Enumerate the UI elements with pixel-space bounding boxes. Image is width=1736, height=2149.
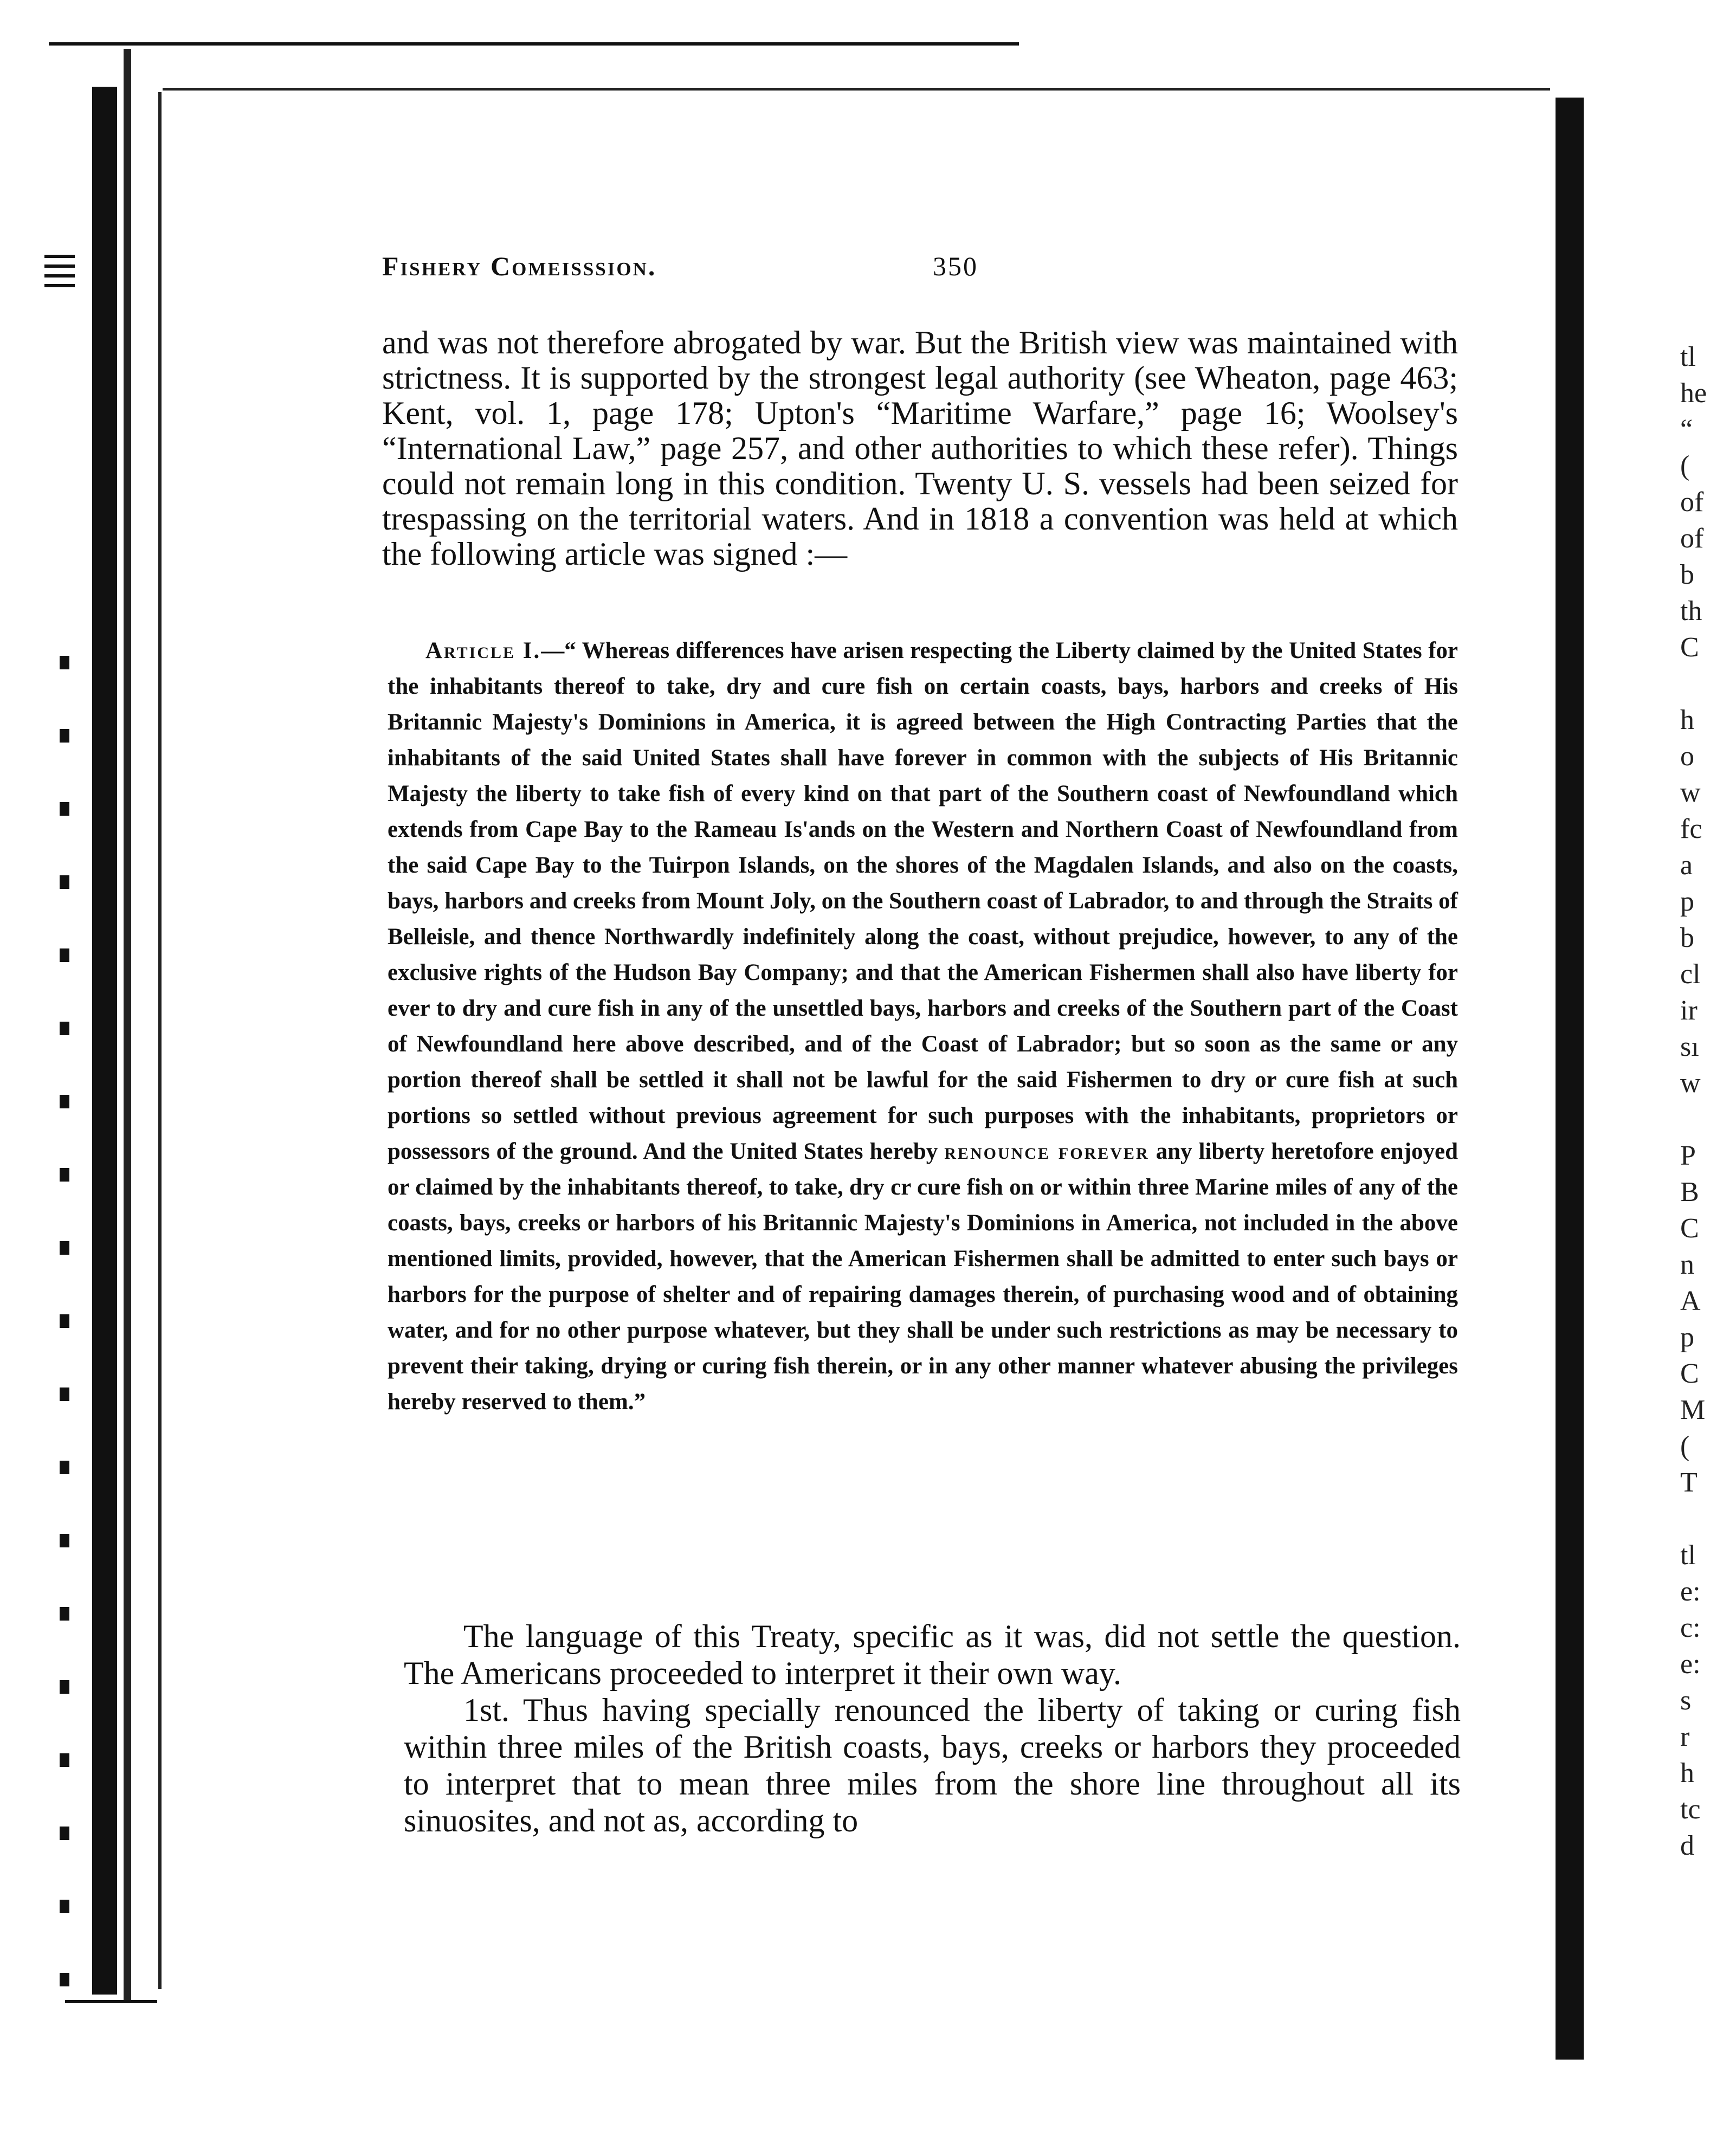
page-number: 350: [933, 251, 978, 281]
margin-fragment: o: [1680, 741, 1694, 772]
margin-fragment: (: [1680, 1431, 1690, 1462]
margin-fragment: h: [1680, 1758, 1694, 1789]
margin-fragment: “: [1680, 414, 1693, 445]
margin-fragment: [1680, 666, 1734, 702]
margin-fragment: sı: [1680, 1031, 1699, 1062]
margin-fragment: he: [1680, 378, 1707, 409]
margin-fragment: B: [1680, 1177, 1699, 1208]
margin-fragment: n: [1680, 1249, 1694, 1280]
running-header: [382, 250, 978, 282]
margin-fragment: b: [1680, 922, 1694, 953]
margin-fragment: cl: [1680, 959, 1701, 990]
margin-fragment: th: [1680, 596, 1702, 627]
margin-fragment: tl: [1680, 1540, 1696, 1571]
margin-fragment: M: [1680, 1395, 1706, 1425]
scan-border-top-inner: [163, 88, 1550, 91]
margin-fragment: C: [1680, 632, 1699, 663]
margin-fragment: s: [1680, 1685, 1692, 1716]
scan-page-edge: [158, 92, 162, 1989]
margin-fragment: (: [1680, 450, 1690, 481]
scan-border-top: [49, 42, 1019, 46]
margin-fragment: A: [1680, 1286, 1701, 1316]
scan-binding-shadow: [92, 87, 117, 1995]
closing-paragraphs: [404, 1618, 1461, 1839]
margin-fragment: P: [1680, 1140, 1696, 1171]
scan-binding-edge: [124, 49, 131, 2000]
treaty-article-quote: [388, 633, 1458, 1420]
margin-fragment: a: [1680, 850, 1693, 881]
margin-fragment: tc: [1680, 1794, 1701, 1825]
margin-fragment: c:: [1680, 1612, 1701, 1643]
article-text-part2: any liberty heretofore enjoyed or claimed by the inhabitants thereof, to take, dry cr cure fish on or within three Marine miles of any of the coasts, bays, creeks or harbors of his Britannic Majesty's Dominions in America, not included in the above mentioned limits, provided, however, that the American Fishermen shall be admitted to enter such bays or harbors for the purpose of shelter and of repairing damages therein, of purchasing wood and of obtaining water, and for no other purpose whatever, but they shall be under such restrictions as may be necessary to prevent their taking, drying or curing fish therein, or in any other manner whatever abusing the privileges hereby reserved to them.”: [388, 1139, 1458, 1415]
margin-fragment: C: [1680, 1213, 1699, 1244]
margin-fragment: p: [1680, 1322, 1694, 1353]
margin-fragment: r: [1680, 1721, 1690, 1752]
margin-fragment: e:: [1680, 1649, 1701, 1680]
margin-fragment: w: [1680, 777, 1701, 808]
margin-fragment: h: [1680, 705, 1694, 735]
margin-fragment: tl: [1680, 341, 1696, 372]
margin-fragment: of: [1680, 523, 1704, 554]
margin-fragment: of: [1680, 487, 1704, 518]
paragraph-treaty-language: The language of this Treaty, specific as it was, did not settle the question. The Americans proceeded to interpret it their own way.: [404, 1618, 1461, 1691]
margin-fragment: p: [1680, 886, 1694, 917]
facing-page-margin-fragments: [1680, 339, 1734, 1864]
margin-fragment: w: [1680, 1068, 1701, 1099]
margin-fragment: T: [1680, 1467, 1698, 1498]
scan-gutter-shadow: [1556, 98, 1584, 2060]
scan-binding-marks: [44, 255, 75, 293]
article-emphasis: renounce forever: [944, 1139, 1150, 1164]
margin-fragment: [1680, 1501, 1734, 1537]
running-title: Fishery Comeisssion.: [382, 251, 657, 281]
margin-fragment: b: [1680, 559, 1694, 590]
margin-fragment: d: [1680, 1830, 1694, 1861]
margin-fragment: e:: [1680, 1576, 1701, 1607]
paragraph-first-point: 1st. Thus having specially renounced the liberty of taking or curing fish within three miles of the British coasts, bays, creeks or harbors they proceeded to interpret that to mean three miles from the shore line throughout all its sinuosites, and not as, according to: [404, 1692, 1461, 1838]
article-text-part1: —“ Whereas differences have arisen respecting the Liberty claimed by the United States for the inhabitants thereof to take, dry and cure fish on certain coasts, bays, harbors and creeks of His Britannic Majesty's Dominions in America, it is agreed between the High Contracting Parties that the inhabitants of the said United States shall have forever in common with the subjects of His Britannic Majesty the liberty to take fish of every kind on that part of the Southern coast of Newfoundland which extends from Cape Bay to the Rameau Is'ands on the Western and Northern Coast of Newfoundland from the said Cape Bay to the Tuirpon Islands, on the shores of the Magdalen Islands, and also on the coasts, bays, harbors and creeks from Mount Joly, on the Southern coast of Labrador, to and through the Straits of Belleisle, and thence Northwardly indefinitely along the coast, without prejudice, however, to any of the exclusive rights of the Hudson Bay Company; and that the American Fishermen shall also have liberty for ever to dry and cure fish in any of the unsettled bays, harbors and creeks of the Southern part of the Coast of Newfoundland here above described, and of the Coast of Labrador; but so soon as the same or any portion thereof shall be settled it shall not be lawful for the said Fishermen to dry or cure fish at such portions so settled without previous agreement for such purposes with the inhabitants, proprietors or possessors of the ground. And the United States hereby: [388, 638, 1458, 1164]
intro-paragraph: and was not therefore abrogated by war. But the British view was maintained with strictness. It is supported by the strongest legal authority (see Wheaton, page 463; Kent, vol. 1, page 178; Upton's “Maritime Warfare,” page 16; Woolsey's “International Law,” page 257, and other authorities to which these refer). Things could not remain long in this condition. Twenty U. S. vessels had been seized for trespassing on the territorial waters. And in 1818 a convention was held at which the following article was signed :—: [382, 325, 1458, 572]
margin-fragment: [1680, 1101, 1734, 1138]
margin-fragment: C: [1680, 1358, 1699, 1389]
margin-fragment: fc: [1680, 814, 1702, 844]
scan-border-bottom: [65, 2000, 157, 2003]
article-label: Article I.: [425, 638, 541, 663]
margin-fragment: ir: [1680, 995, 1698, 1026]
scan-binding-ticks: [60, 596, 69, 2005]
